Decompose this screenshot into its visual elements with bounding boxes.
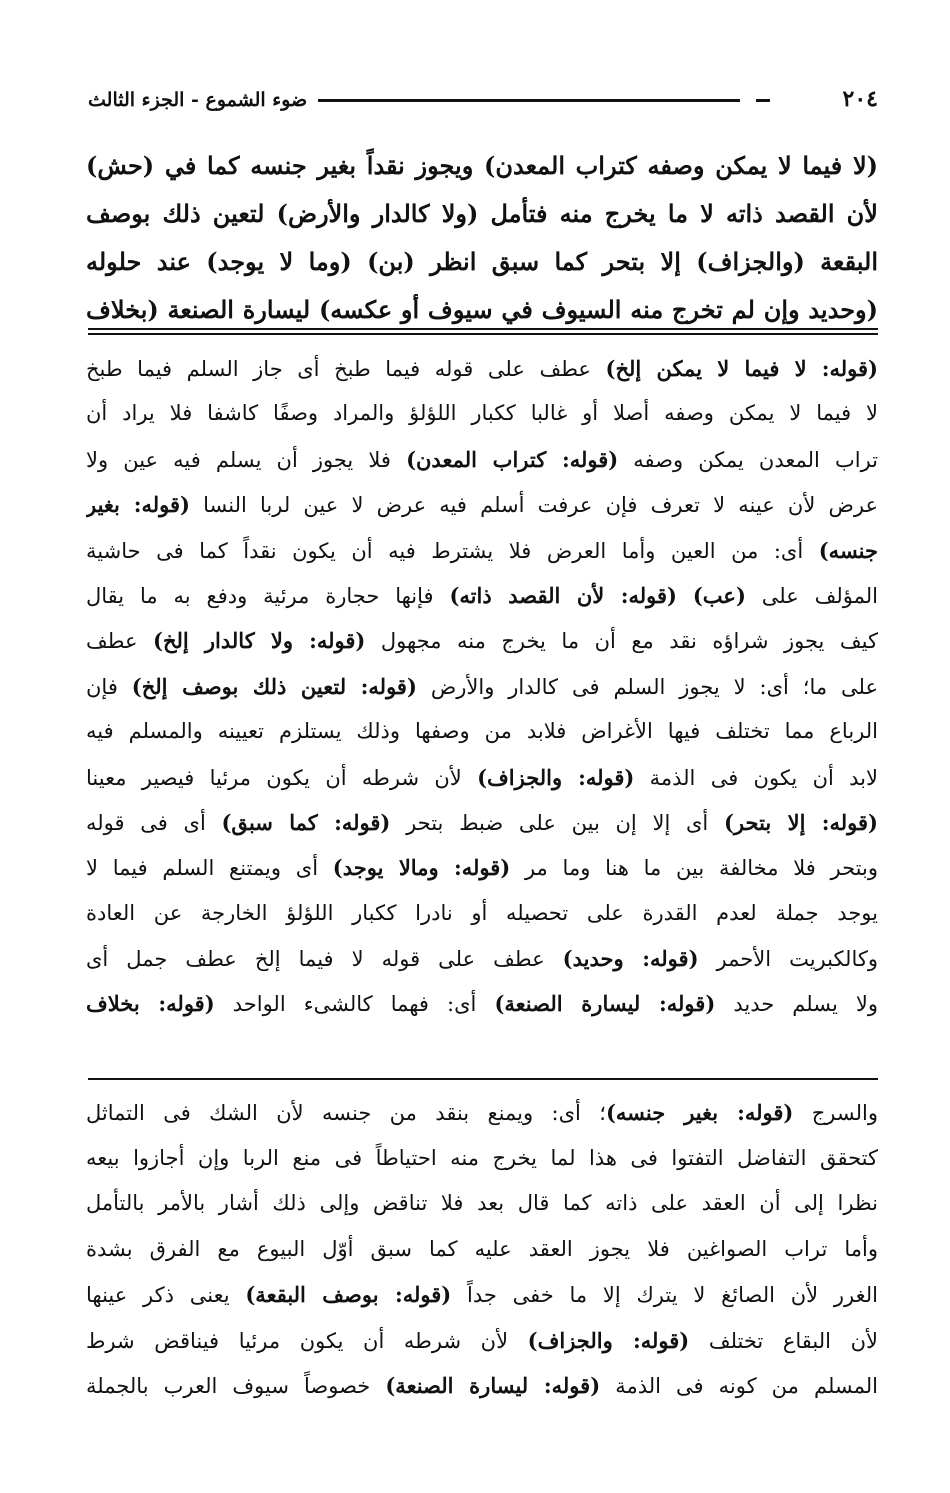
quoted-lemma: (قوله: والجزاف) bbox=[527, 1327, 690, 1353]
commentary-line bbox=[86, 391, 878, 436]
text-run: لأن البقاع تختلف bbox=[689, 1328, 878, 1353]
text-run: والسرج bbox=[793, 1101, 878, 1125]
header-rule-short bbox=[756, 99, 770, 102]
text-run: لأن شرطه أن يكون مرئيا فيناقض شرط bbox=[86, 1328, 528, 1353]
commentary-line bbox=[86, 1318, 878, 1364]
matn-line bbox=[86, 142, 878, 190]
text-run bbox=[677, 584, 693, 608]
commentary-line bbox=[86, 1136, 878, 1182]
quoted-lemma: (قوله: كتراب المعدن) bbox=[406, 446, 619, 472]
commentary-line bbox=[86, 437, 878, 482]
commentary-line bbox=[86, 1181, 878, 1227]
separator-double-rule-top bbox=[88, 328, 878, 330]
quoted-lemma: (قوله: بوصف البقعة) bbox=[245, 1282, 452, 1307]
matn-line bbox=[86, 190, 878, 238]
book-title: ضوء الشموع - الجزء الثالث bbox=[88, 89, 308, 111]
text-run: خصوصاً سيوف العرب بالجملة bbox=[86, 1374, 386, 1398]
commentary-line bbox=[86, 573, 878, 618]
commentary-line bbox=[86, 346, 878, 391]
text-run: (لا فيما لا يمكن وصفه كتراب المعدن) ويجوز نقداً بغير جنسه كما في (حش) bbox=[86, 151, 878, 180]
commentary-line bbox=[86, 709, 878, 754]
header-rule-long bbox=[318, 99, 740, 102]
separator-single-rule bbox=[88, 1078, 878, 1080]
commentary-line bbox=[86, 755, 878, 800]
text-run: وأما تراب الصواغين فلا يجوز العقد عليه كما سبق أوّل البيوع مع الفرق بشدة bbox=[86, 1236, 878, 1261]
quoted-lemma: (قوله: ومالا يوجد) bbox=[332, 855, 511, 881]
quoted-lemma: (قوله: والجزاف) bbox=[477, 764, 635, 790]
commentary-line bbox=[86, 618, 878, 663]
text-run: على ما؛ أى: لا يجوز السلم فى كالدار والأرض bbox=[416, 674, 878, 699]
quoted-lemma: (قوله: بغير bbox=[86, 492, 190, 518]
text-run: لأن شرطه أن يكون مرئيا فيصير معينا bbox=[86, 765, 478, 790]
quoted-lemma: جنسه) bbox=[818, 537, 878, 563]
matn-line bbox=[86, 286, 878, 334]
commentary-line bbox=[86, 800, 878, 845]
matn-text-block bbox=[86, 142, 878, 334]
commentary-line bbox=[86, 528, 878, 573]
text-run: عرض لأن عينه لا تعرف فإن عرفت أسلم فيه عرض لا عين لربا النسا bbox=[189, 493, 878, 518]
text-run: عطف على قوله فيما طبخ أى جاز السلم فيما طبخ bbox=[86, 357, 606, 381]
quoted-lemma: (قوله: لا فيما لا يمكن إلخ) bbox=[605, 356, 878, 381]
text-run: أى: فهما كالشىء الواحد bbox=[214, 992, 495, 1017]
quoted-lemma: (قوله: ولا كالدار إلخ) bbox=[153, 628, 366, 654]
text-run: عطف bbox=[86, 629, 154, 654]
commentary-line bbox=[86, 1090, 878, 1136]
quoted-lemma: (عب) bbox=[692, 582, 746, 608]
text-run: (وحديد وإن لم تخرج منه السيوف في سيوف أو عكسه) ليسارة الصنعة (بخلاف bbox=[86, 295, 878, 324]
text-run: نظرا إلى أن العقد على ذاته كما قال بعد فلا تناقض وإلى ذلك أشار بالأمر بالتأمل bbox=[86, 1191, 878, 1215]
text-run: لا فيما لا يمكن وصفه أصلا أو غالبا ككبار اللؤلؤ والمراد وصفًا كاشفا فلا يراد أن bbox=[86, 401, 878, 426]
separator-double-rule-bottom bbox=[88, 333, 878, 335]
commentary-block-top bbox=[86, 346, 878, 1027]
text-run: أى ويمتنع السلم فيما لا bbox=[86, 856, 333, 881]
text-run: كيف يجوز شراؤه نقد مع أن ما يخرج منه مجهول bbox=[365, 629, 878, 654]
commentary-line bbox=[86, 1227, 878, 1273]
quoted-lemma: (قوله: بغير جنسه) bbox=[605, 1100, 794, 1125]
matn-line bbox=[86, 238, 878, 286]
commentary-line bbox=[86, 936, 878, 981]
text-run: المسلم من كونه فى الذمة bbox=[600, 1374, 878, 1398]
page-number: ٢٠٤ bbox=[842, 86, 878, 112]
quoted-lemma: (قوله: إلا بتحر) bbox=[723, 809, 878, 835]
commentary-line bbox=[86, 845, 878, 890]
text-run: البقعة (والجزاف) إلا بتحر كما سبق انظر (بن) (وما لا يوجد) عند حلوله bbox=[86, 247, 878, 276]
text-run: فلا يجوز أن يسلم فيه عين ولا bbox=[86, 447, 407, 472]
quoted-lemma: (قوله: لتعين ذلك بوصف إلخ) bbox=[131, 673, 417, 699]
text-run: أى: من العين وأما العرض فلا يشترط فيه أن يكون نقداً كما فى حاشية bbox=[86, 538, 819, 563]
commentary-line bbox=[86, 1272, 878, 1318]
commentary-line bbox=[86, 981, 878, 1026]
quoted-lemma: (قوله: لأن القصد ذاته) bbox=[449, 582, 677, 608]
commentary-line bbox=[86, 664, 878, 709]
text-run: وكالكبريت الأحمر bbox=[698, 947, 878, 972]
text-run: تراب المعدن يمكن وصفه bbox=[618, 447, 878, 472]
quoted-lemma: (قوله: وحديد) bbox=[562, 946, 699, 972]
text-run: أى إلا إن بين على ضبط بتحر bbox=[390, 810, 724, 835]
text-run: وبتحر فلا مخالفة بين ما هنا وما مر bbox=[510, 856, 878, 881]
text-run: فإنها حجارة مرئية ودفع به ما يقال bbox=[86, 583, 450, 608]
page-header bbox=[88, 84, 878, 118]
text-run: لأن القصد ذاته لا ما يخرج منه فتأمل (ولا كالدار والأرض) لتعين ذلك بوصف bbox=[86, 199, 878, 228]
text-run: يعنى ذكر عينها bbox=[86, 1283, 246, 1307]
text-run: يوجد جملة لعدم القدرة على تحصيله أو نادرا ككبار اللؤلؤ الخارجة عن العادة bbox=[86, 900, 878, 925]
text-run: الغرر لأن الصائغ لا يترك إلا ما خفى جداً bbox=[451, 1283, 878, 1307]
quoted-lemma: (قوله: بخلاف bbox=[86, 991, 215, 1017]
text-run: ولا يسلم حديد bbox=[715, 992, 878, 1017]
text-run: عطف على قوله لا فيما إلخ عطف جمل أى bbox=[86, 947, 563, 972]
text-run: أى فى قوله bbox=[86, 810, 222, 835]
text-run: فإن bbox=[86, 674, 132, 699]
quoted-lemma: (قوله: ليسارة الصنعة) bbox=[385, 1373, 601, 1398]
text-run: كتحقق التفاضل التفتوا فى هذا لما يخرج منه احتياطاً فى منع الربا وإن أجازوا بيعه bbox=[86, 1145, 878, 1170]
text-run: المؤلف على bbox=[745, 583, 878, 608]
commentary-line bbox=[86, 891, 878, 936]
commentary-line bbox=[86, 1363, 878, 1409]
commentary-line bbox=[86, 482, 878, 527]
commentary-block-bottom bbox=[86, 1090, 878, 1409]
text-run: ؛ أى: ويمنع بنقد من جنسه لأن الشك فى التماثل bbox=[86, 1101, 606, 1125]
quoted-lemma: (قوله: ليسارة الصنعة) bbox=[494, 991, 716, 1017]
quoted-lemma: (قوله: كما سبق) bbox=[221, 809, 391, 835]
text-run: الرباع مما تختلف فيها الأغراض فلابد من وصفها وذلك يستلزم تعيينه والمسلم فيه bbox=[86, 719, 878, 744]
text-run: لابد أن يكون فى الذمة bbox=[634, 765, 878, 790]
